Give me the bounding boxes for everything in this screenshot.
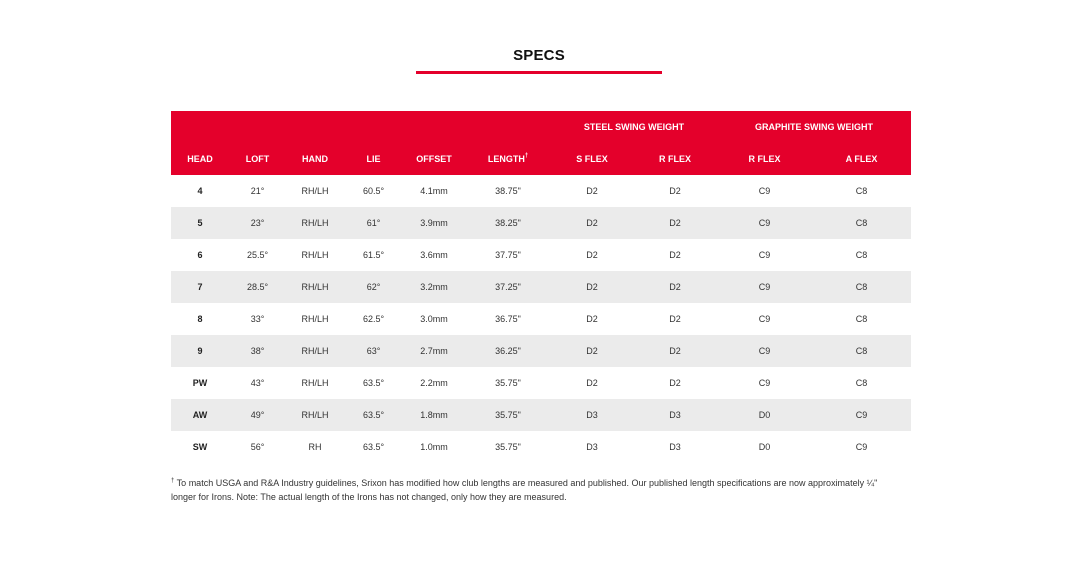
cell-offset: 3.2mm <box>403 271 465 303</box>
table-row <box>171 431 911 463</box>
col-loft: LOFT <box>229 143 286 175</box>
cell-head: 7 <box>171 271 229 303</box>
table-row <box>171 367 911 399</box>
cell-hand: RH/LH <box>286 303 344 335</box>
cell-offset: 1.0mm <box>403 431 465 463</box>
col-steel-r-flex: R FLEX <box>633 143 717 175</box>
cell-offset: 3.9mm <box>403 207 465 239</box>
cell-offset: 2.7mm <box>403 335 465 367</box>
cell-graphite-a: C8 <box>812 239 911 271</box>
cell-steel-s: D2 <box>551 367 633 399</box>
cell-steel-s: D2 <box>551 271 633 303</box>
table-body <box>171 175 911 463</box>
cell-head: PW <box>171 367 229 399</box>
cell-graphite-a: C8 <box>812 271 911 303</box>
cell-head: AW <box>171 399 229 431</box>
cell-length: 35.75" <box>465 399 551 431</box>
graphite-swing-weight-header: GRAPHITE SWING WEIGHT <box>717 111 911 143</box>
cell-offset: 1.8mm <box>403 399 465 431</box>
cell-hand: RH <box>286 431 344 463</box>
cell-length: 37.25" <box>465 271 551 303</box>
cell-length: 35.75" <box>465 367 551 399</box>
cell-hand: RH/LH <box>286 207 344 239</box>
dagger-mark: † <box>524 153 529 159</box>
cell-hand: RH/LH <box>286 271 344 303</box>
col-graphite-r-flex: R FLEX <box>717 143 812 175</box>
table-row <box>171 303 911 335</box>
cell-graphite-r: D0 <box>717 431 812 463</box>
cell-offset: 3.0mm <box>403 303 465 335</box>
cell-hand: RH/LH <box>286 335 344 367</box>
cell-head: 6 <box>171 239 229 271</box>
cell-length: 38.25" <box>465 207 551 239</box>
specs-table <box>171 111 911 463</box>
cell-steel-r: D2 <box>633 303 717 335</box>
cell-loft: 21° <box>229 175 286 207</box>
cell-graphite-r: C9 <box>717 175 812 207</box>
cell-steel-s: D2 <box>551 175 633 207</box>
cell-lie: 63.5° <box>344 399 403 431</box>
cell-steel-r: D3 <box>633 399 717 431</box>
cell-steel-r: D2 <box>633 335 717 367</box>
cell-graphite-r: D0 <box>717 399 812 431</box>
cell-lie: 63.5° <box>344 431 403 463</box>
cell-graphite-r: C9 <box>717 367 812 399</box>
cell-loft: 25.5° <box>229 239 286 271</box>
page-title: SPECS <box>513 47 565 64</box>
cell-graphite-r: C9 <box>717 239 812 271</box>
col-lie: LIE <box>344 143 403 175</box>
steel-swing-weight-header: STEEL SWING WEIGHT <box>551 111 717 143</box>
footnote <box>171 474 891 504</box>
cell-loft: 23° <box>229 207 286 239</box>
cell-head: 9 <box>171 335 229 367</box>
cell-graphite-r: C9 <box>717 303 812 335</box>
cell-steel-r: D2 <box>633 239 717 271</box>
cell-head: SW <box>171 431 229 463</box>
cell-steel-s: D2 <box>551 239 633 271</box>
table-row <box>171 239 911 271</box>
table-row <box>171 335 911 367</box>
cell-hand: RH/LH <box>286 175 344 207</box>
cell-lie: 60.5° <box>344 175 403 207</box>
cell-steel-r: D2 <box>633 175 717 207</box>
col-graphite-a-flex: A FLEX <box>812 143 911 175</box>
col-length <box>465 143 551 175</box>
cell-offset: 3.6mm <box>403 239 465 271</box>
cell-hand: RH/LH <box>286 399 344 431</box>
col-hand: HAND <box>286 143 344 175</box>
cell-length: 36.25" <box>465 335 551 367</box>
cell-graphite-a: C8 <box>812 303 911 335</box>
table-row <box>171 399 911 431</box>
cell-length: 37.75" <box>465 239 551 271</box>
col-length-label: LENGTH <box>487 154 525 164</box>
cell-loft: 33° <box>229 303 286 335</box>
table-header <box>171 111 911 175</box>
cell-lie: 61.5° <box>344 239 403 271</box>
cell-steel-s: D2 <box>551 207 633 239</box>
cell-head: 5 <box>171 207 229 239</box>
cell-steel-s: D3 <box>551 431 633 463</box>
cell-offset: 2.2mm <box>403 367 465 399</box>
cell-graphite-r: C9 <box>717 207 812 239</box>
header-spacer <box>171 111 551 143</box>
col-steel-s-flex: S FLEX <box>551 143 633 175</box>
col-offset: OFFSET <box>403 143 465 175</box>
table-row <box>171 271 911 303</box>
cell-loft: 28.5° <box>229 271 286 303</box>
cell-hand: RH/LH <box>286 239 344 271</box>
cell-graphite-a: C8 <box>812 207 911 239</box>
cell-steel-s: D2 <box>551 303 633 335</box>
col-head: HEAD <box>171 143 229 175</box>
cell-graphite-a: C8 <box>812 335 911 367</box>
cell-head: 4 <box>171 175 229 207</box>
cell-graphite-r: C9 <box>717 335 812 367</box>
cell-steel-s: D3 <box>551 399 633 431</box>
cell-graphite-r: C9 <box>717 271 812 303</box>
footnote-mark: † <box>171 478 175 484</box>
cell-hand: RH/LH <box>286 367 344 399</box>
cell-graphite-a: C8 <box>812 367 911 399</box>
table-row <box>171 175 911 207</box>
cell-lie: 63.5° <box>344 367 403 399</box>
cell-graphite-a: C9 <box>812 399 911 431</box>
footnote-text: To match USGA and R&A Industry guidelines, Srixon has modified how club lengths are measured and published. Our published length specifications are now approximately ¼" longer for Irons. Note: The actual length of the Irons has not changed, only how they are measured. <box>171 478 878 502</box>
cell-loft: 38° <box>229 335 286 367</box>
cell-steel-r: D3 <box>633 431 717 463</box>
title-underline <box>416 71 662 74</box>
cell-length: 35.75" <box>465 431 551 463</box>
cell-steel-r: D2 <box>633 207 717 239</box>
cell-loft: 56° <box>229 431 286 463</box>
cell-length: 38.75" <box>465 175 551 207</box>
table-row <box>171 207 911 239</box>
cell-head: 8 <box>171 303 229 335</box>
cell-lie: 61° <box>344 207 403 239</box>
cell-lie: 62° <box>344 271 403 303</box>
cell-lie: 63° <box>344 335 403 367</box>
cell-lie: 62.5° <box>344 303 403 335</box>
cell-offset: 4.1mm <box>403 175 465 207</box>
cell-loft: 43° <box>229 367 286 399</box>
cell-length: 36.75" <box>465 303 551 335</box>
cell-steel-r: D2 <box>633 367 717 399</box>
cell-loft: 49° <box>229 399 286 431</box>
cell-steel-s: D2 <box>551 335 633 367</box>
cell-graphite-a: C8 <box>812 175 911 207</box>
cell-steel-r: D2 <box>633 271 717 303</box>
cell-graphite-a: C9 <box>812 431 911 463</box>
